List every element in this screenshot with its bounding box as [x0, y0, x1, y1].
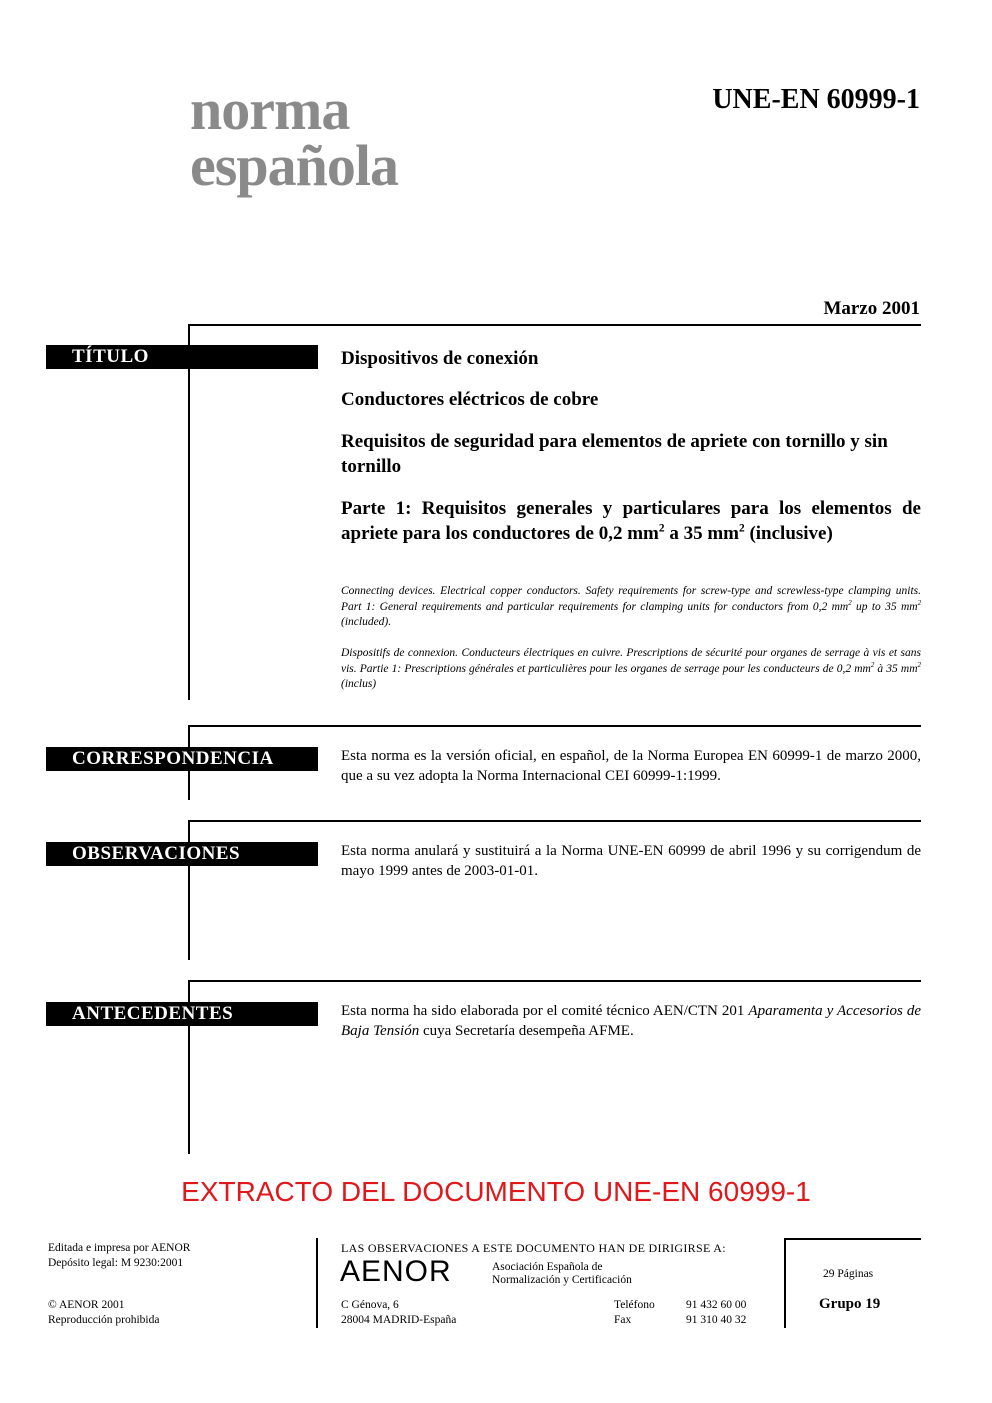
footer-box-top-rule — [784, 1238, 921, 1240]
footer-reproduction: Reproducción prohibida — [48, 1314, 160, 1326]
title-line-3: Requisitos de seguridad para elementos de apriete con tornillo y sin tornillo — [341, 431, 888, 477]
observaciones-text: Esta norma anulará y sustituirá a la Norma UNE-EN 60999 de abril 1996 y su corrigendum de mayo 1999 antes de 2003-01-01. — [341, 843, 921, 879]
publication-date: Marzo 2001 — [823, 298, 920, 319]
brand-line-1: norma — [190, 77, 350, 142]
correspondencia-top-rule — [188, 725, 921, 727]
footer-phone-label: Teléfono — [614, 1299, 655, 1311]
title-french: Dispositifs de connexion. Conducteurs électriques en cuivre. Prescriptions de sécurité pour organes de serrage à vis et sans vis. Partie 1: Prescriptions générales et particulières pour les organes de serrage pour les conducteurs de 0,2 $mm^2$ à 35 $mm^2$ (inclus) — [341, 647, 921, 690]
standard-code: UNE-EN 60999-1 — [712, 84, 920, 115]
observaciones-top-rule — [188, 820, 921, 822]
brand-title — [190, 77, 398, 198]
footer-pages: 29 Páginas — [823, 1268, 874, 1280]
title-part: Parte 1: Requisitos generales y particulares para los elementos de apriete para los conductores de 0,2 $mm^2$ a 35 $mm^2$ (inclusive) — [341, 498, 921, 544]
footer-group: Grupo 19 — [819, 1296, 881, 1312]
titulo-side-rule — [188, 324, 190, 700]
brand-line-2: española — [190, 133, 398, 198]
aenor-logo: AENOR — [340, 1255, 452, 1288]
title-line-2: Conductores eléctricos de cobre — [341, 389, 599, 410]
title-english: Connecting devices. Electrical copper conductors. Safety requirements for screw-type and screwless-type clamping units. Part 1: General requirements and particular requirements for clamping units for conductors from 0,2 $mm^2$ up to 35 $mm^2$ (included). — [341, 585, 922, 628]
footer-observations-header: LAS OBSERVACIONES A ESTE DOCUMENTO HAN DE DIRIGIRSE A: — [341, 1241, 726, 1255]
correspondencia-label: CORRESPONDENCIA — [46, 747, 318, 771]
titulo-label: TÍTULO — [46, 345, 318, 369]
footer-box-side-rule — [784, 1238, 786, 1328]
footer-copyright: © AENOR 2001 — [48, 1299, 125, 1311]
footer-phone: 91 432 60 00 — [686, 1299, 747, 1311]
footer-edited: Editada e impresa por AENOR — [48, 1242, 191, 1254]
footer-address-2: 28004 MADRID-España — [341, 1314, 457, 1326]
antecedentes-text: Esta norma ha sido elaborada por el comité técnico AEN/CTN 201 Aparamenta y Accesorios de Baja Tensión cuya Secretaría desempeña AFME. — [341, 1003, 921, 1039]
footer-divider-left — [316, 1238, 318, 1328]
footer-assoc-line-2: Normalización y Certificación — [492, 1274, 632, 1286]
title-line-1: Dispositivos de conexión — [341, 348, 539, 369]
footer-address-1: C Génova, 6 — [341, 1299, 399, 1311]
footer-fax: 91 310 40 32 — [686, 1314, 747, 1326]
antecedentes-label: ANTECEDENTES — [46, 1002, 318, 1026]
footer-assoc-line-1: Asociación Española de — [492, 1261, 603, 1273]
observaciones-label: OBSERVACIONES — [46, 842, 318, 866]
extract-notice: EXTRACTO DEL DOCUMENTO UNE-EN 60999-1 — [181, 1176, 811, 1207]
footer-fax-label: Fax — [614, 1314, 632, 1326]
footer-deposit: Depósito legal: M 9230:2001 — [48, 1257, 184, 1269]
correspondencia-text: Esta norma es la versión oficial, en español, de la Norma Europea EN 60999-1 de marzo 2000, que a su vez adopta la Norma Internacional CEI 60999-1:1999. — [341, 748, 921, 784]
antecedentes-top-rule — [188, 980, 921, 982]
titulo-top-rule — [188, 324, 921, 326]
observaciones-side-rule — [188, 820, 190, 960]
